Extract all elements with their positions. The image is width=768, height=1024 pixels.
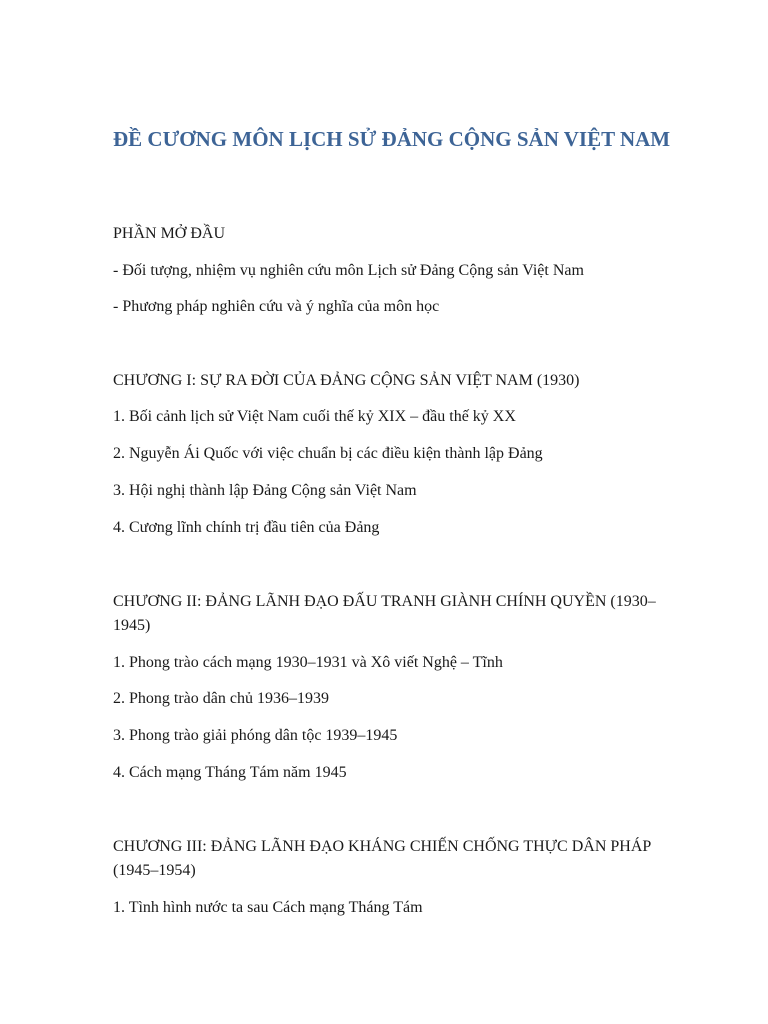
chapter3-item-1: 1. Tình hình nước ta sau Cách mạng Tháng Tám (113, 899, 423, 916)
chapter2-item-3: 3. Phong trào giải phóng dân tộc 1939–1945 (113, 727, 398, 744)
intro-item-2: - Phương pháp nghiên cứu và ý nghĩa của môn học (113, 298, 440, 315)
chapter2-heading: CHƯƠNG II: ĐẢNG LÃNH ĐẠO ĐẤU TRANH GIÀNH CHÍNH QUYỀN (1930–1945) (113, 593, 656, 634)
chapter1-item-4: 4. Cương lĩnh chính trị đầu tiên của Đảng (113, 519, 380, 536)
chapter3-heading: CHƯƠNG III: ĐẢNG LÃNH ĐẠO KHÁNG CHIẾN CHỐNG THỰC DÂN PHÁP (1945–1954) (113, 838, 651, 879)
chapter2-item-4: 4. Cách mạng Tháng Tám năm 1945 (113, 764, 347, 781)
chapter1-item-1: 1. Bối cảnh lịch sử Việt Nam cuối thế kỷ XIX – đầu thế kỷ XX (113, 408, 516, 425)
chapter2-item-2: 2. Phong trào dân chủ 1936–1939 (113, 690, 329, 707)
document-title: ĐỀ CƯƠNG MÔN LỊCH SỬ ĐẢNG CỘNG SẢN VIỆT NAM (113, 127, 671, 151)
chapter1-heading: CHƯƠNG I: SỰ RA ĐỜI CỦA ĐẢNG CỘNG SẢN VIỆT NAM (1930) (113, 372, 580, 389)
intro-item-1: - Đối tượng, nhiệm vụ nghiên cứu môn Lịch sử Đảng Cộng sản Việt Nam (113, 262, 584, 279)
chapter2-item-1: 1. Phong trào cách mạng 1930–1931 và Xô viết Nghệ – Tĩnh (113, 654, 503, 671)
chapter1-item-3: 3. Hội nghị thành lập Đảng Cộng sản Việt Nam (113, 482, 417, 499)
chapter1-item-2: 2. Nguyễn Ái Quốc với việc chuẩn bị các điều kiện thành lập Đảng (113, 445, 543, 462)
intro-heading: PHẦN MỞ ĐẦU (113, 225, 226, 242)
